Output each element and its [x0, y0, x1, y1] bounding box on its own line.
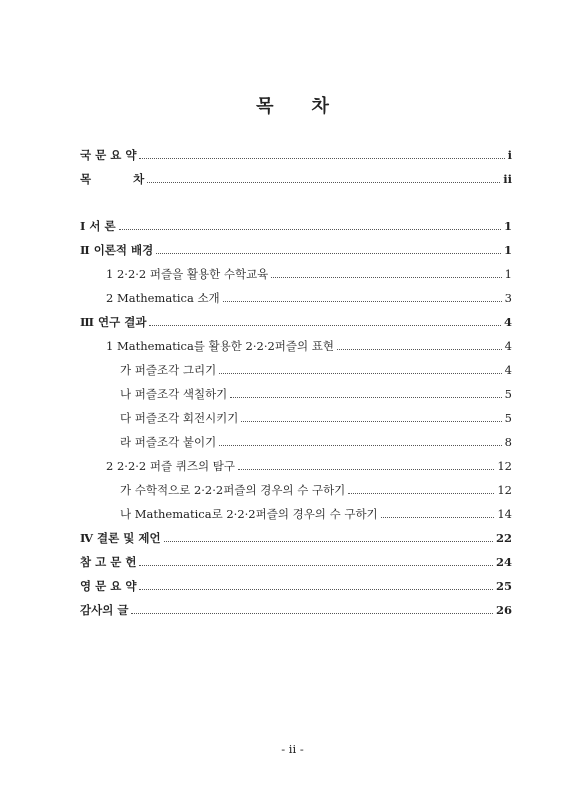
toc-entry-chapter-3[interactable] — [80, 311, 512, 329]
toc-label: 1 2·2·2 퍼즐을 활용한 수학교육 — [106, 267, 269, 281]
toc-label: 목 차 — [80, 172, 145, 186]
toc-entry-3-1-b[interactable] — [80, 383, 512, 401]
toc-label: Ⅱ 이론적 배경 — [80, 243, 154, 257]
toc-page: ii — [503, 172, 512, 186]
toc-page: 3 — [504, 291, 512, 305]
toc-leader — [219, 373, 501, 374]
toc-page: 22 — [495, 531, 512, 545]
toc-entry-2-1[interactable] — [80, 263, 512, 281]
toc-entry-chapter-4[interactable] — [80, 527, 512, 545]
toc-page: 1 — [503, 243, 512, 257]
toc-entry-3-2-b[interactable] — [80, 503, 512, 521]
toc-page: 8 — [504, 435, 512, 449]
toc-entry-references[interactable] — [80, 551, 512, 569]
toc-leader — [238, 469, 494, 470]
toc-leader — [147, 182, 500, 183]
toc-page: 12 — [497, 459, 512, 473]
toc-page: 12 — [497, 483, 512, 497]
toc-leader — [156, 253, 501, 254]
toc-page: 5 — [504, 387, 512, 401]
toc-label: Ⅰ 서 론 — [80, 219, 116, 233]
toc-entry-chapter-1[interactable] — [80, 215, 512, 233]
toc-page: 1 — [504, 267, 512, 281]
toc-leader — [230, 397, 501, 398]
toc-leader — [131, 613, 493, 614]
toc-leader — [219, 445, 501, 446]
toc-label: 1 Mathematica를 활용한 2·2·2퍼즐의 표현 — [106, 339, 335, 353]
toc-label: 라 퍼즐조각 붙이기 — [120, 435, 217, 449]
toc-label: 2 Mathematica 소개 — [106, 291, 220, 305]
toc-leader — [337, 349, 502, 350]
toc-leader — [381, 517, 495, 518]
toc-leader — [164, 541, 493, 542]
title-left: 목 — [256, 96, 274, 117]
toc-entry-english-abstract[interactable] — [80, 575, 512, 593]
toc-page: 5 — [504, 411, 512, 425]
toc-page: 4 — [504, 363, 512, 377]
toc-leader — [139, 158, 504, 159]
toc-entry-2-2[interactable] — [80, 287, 512, 305]
toc-label: 영 문 요 약 — [80, 579, 137, 593]
toc-label: 감사의 글 — [80, 603, 129, 617]
toc-entry-korean-abstract[interactable] — [80, 144, 512, 162]
toc-label: 2 2·2·2 퍼즐 퀴즈의 탐구 — [106, 459, 235, 473]
toc-leader — [241, 421, 501, 422]
toc-leader — [223, 301, 502, 302]
toc-page: 24 — [495, 555, 512, 569]
toc-page: 26 — [495, 603, 512, 617]
toc-entry-3-1-c[interactable] — [80, 407, 512, 425]
toc-entry-contents[interactable] — [80, 168, 512, 186]
toc-leader — [139, 565, 493, 566]
toc-page: 14 — [497, 507, 512, 521]
toc-leader — [348, 493, 494, 494]
toc-label: 다 퍼즐조각 회전시키기 — [120, 411, 239, 425]
toc-entry-3-1[interactable] — [80, 335, 512, 353]
toc-entry-acknowledgements[interactable] — [80, 599, 512, 617]
toc-label: Ⅳ 결론 및 제언 — [80, 531, 161, 545]
page-title — [0, 92, 585, 118]
toc-page: i — [507, 148, 512, 162]
toc-leader — [139, 589, 493, 590]
page-number: - ii - — [281, 742, 304, 756]
toc-entry-3-2-a[interactable] — [80, 479, 512, 497]
toc-label: 가 수학적으로 2·2·2퍼즐의 경우의 수 구하기 — [120, 483, 346, 497]
toc-entry-3-1-a[interactable] — [80, 359, 512, 377]
toc-leader — [149, 325, 501, 326]
toc-entry-3-1-d[interactable] — [80, 431, 512, 449]
toc-entry-chapter-2[interactable] — [80, 239, 512, 257]
toc-leader — [271, 277, 501, 278]
toc-label: 나 퍼즐조각 색칠하기 — [120, 387, 228, 401]
toc-page: 1 — [503, 219, 512, 233]
toc-page: 4 — [504, 339, 512, 353]
toc-label: 국 문 요 약 — [80, 148, 137, 162]
toc-label: Ⅲ 연구 결과 — [80, 315, 147, 329]
title-right: 차 — [311, 96, 329, 117]
toc-page: 4 — [503, 315, 512, 329]
toc-label: 나 Mathematica로 2·2·2퍼즐의 경우의 수 구하기 — [120, 507, 378, 521]
toc-entry-3-2[interactable] — [80, 455, 512, 473]
toc-leader — [119, 229, 501, 230]
toc-label: 가 퍼즐조각 그리기 — [120, 363, 217, 377]
toc-label: 참 고 문 헌 — [80, 555, 137, 569]
toc-page: 25 — [495, 579, 512, 593]
